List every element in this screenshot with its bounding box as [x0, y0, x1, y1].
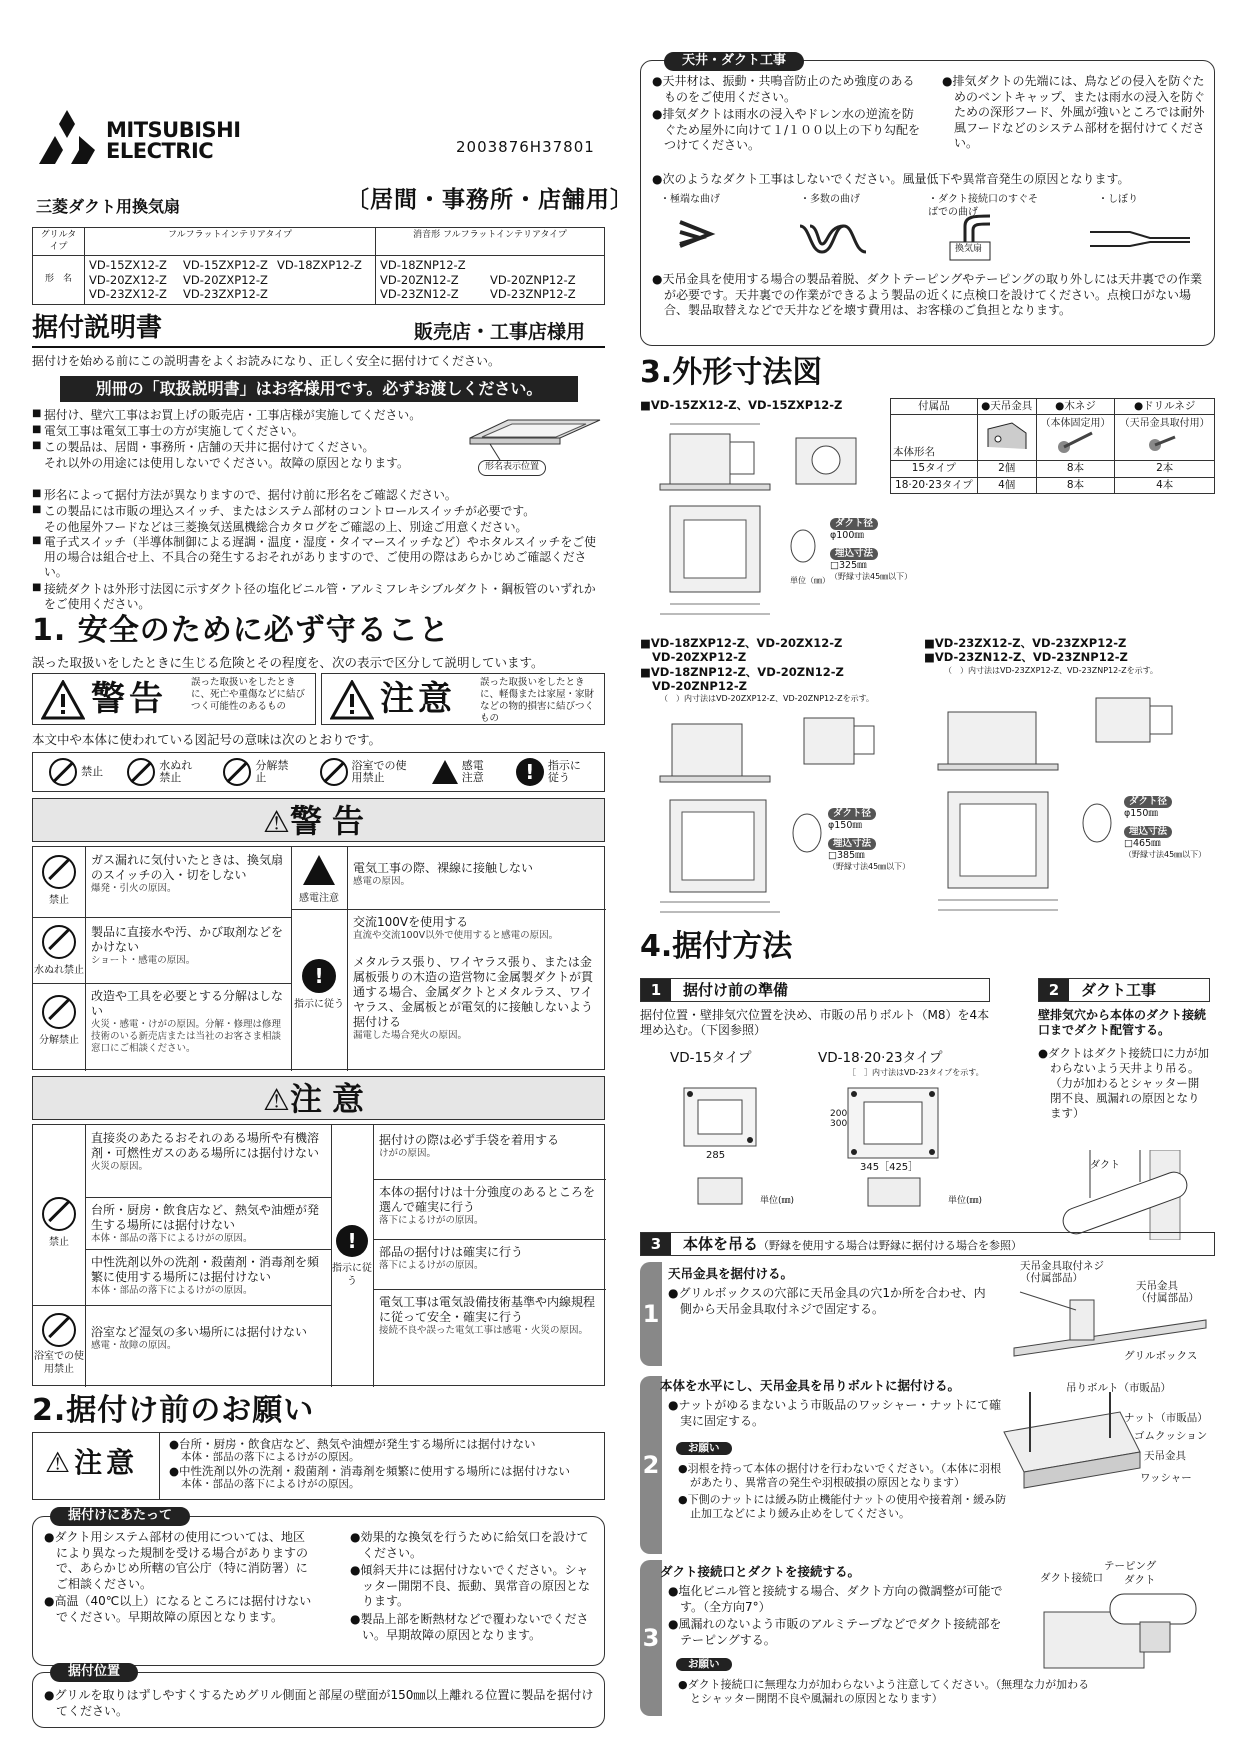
substep3-items: ●塩化ビニル管と接続する場合、ダクト方向の微調整が可能です。（全方向7°） ●風漏れのないよう市販のアルミテープなどでダクト接続部をテーピングする。 [668, 1584, 1003, 1647]
model-cell: VD-23ZX12-Z [89, 287, 167, 302]
model-label: 形 名 [33, 256, 85, 305]
symbol-shock [432, 760, 492, 784]
symbol-label: 指示に従う [547, 758, 581, 784]
step3-header: 3 本体を吊る（野縁を使用する場合は野縁に据付ける場合を参照） [640, 1232, 1215, 1256]
no-duct-work-line: ●次のようなダクト工事はしないでください。風量低下や異常音発生の原因となります。 [652, 172, 1130, 186]
bad-duct-examples [660, 194, 1200, 264]
example-label: ・極端な曲げ [660, 194, 720, 205]
installation-notes-pill: 据付けにあたって [50, 1507, 190, 1526]
warning-item: 交流100Vを使用する 直流や交流100V以外で使用すると感電の原因。 [353, 915, 559, 941]
substep2-pill: お願い [676, 1442, 732, 1455]
substep3-number: 3 [640, 1560, 662, 1716]
exclamation-icon: ! [302, 959, 336, 993]
acc-header: ●天吊金具 [977, 399, 1036, 415]
model-cell [277, 273, 371, 288]
substep1-label-grillbox: グリルボックス [1124, 1350, 1198, 1362]
section4-title: 4.据付方法 [640, 929, 793, 964]
shock-icon [303, 855, 335, 885]
access-panel-text: ●天吊金具を使用する場合の製品着脱、ダクトテーピングやテーピングの取り外しには天井裏での作業が必要です。天井裏での作業ができるよう製品の近くに点検口を設けてください。点検口がない場合、製品取替えなどで天井などを壊す費用は、お客様のご負担となります。 [652, 272, 1202, 318]
section1-title: 1. 安全のために必ず守ること [32, 613, 450, 648]
warning-bar-text: 警告 [289, 802, 374, 840]
warning-triangle-icon [41, 680, 85, 720]
substep2-text: ●ナットがゆるまないよう市販品のワッシャー・ナットにて確実に固定する。 [668, 1398, 1002, 1428]
type2-header: 消音形 フルフラットインテリアタイプ [376, 228, 605, 256]
label-nut: ナット（市販品） [1124, 1412, 1208, 1424]
note-item: ■ この製品には市販の埋込スイッチ、またはシステム部材のコントロールスイッチが必要です。 [32, 504, 605, 519]
step2-bullet: ●ダクトはダクト接続口に力が加わらないよう天井より吊る。（力が加わるとシャッター開閉不良、風漏れの原因となります） [1038, 1046, 1210, 1120]
caution-item: 部品の据付けは確実に行う 落下によるけがの原因。 [379, 1245, 524, 1271]
acc-cell: 4個 [977, 477, 1036, 493]
wood-screw-icon [1056, 431, 1096, 453]
divider [32, 346, 605, 348]
acc-cell: 15タイプ [891, 461, 978, 477]
installation-notes-right [350, 1530, 600, 1645]
duct-work-left [652, 74, 922, 156]
type18-label: VD-18·20·23タイプ [818, 1050, 943, 1066]
no-water-icon [127, 758, 155, 786]
icon-no-water: 水ぬれ禁止 [33, 925, 85, 978]
label-hanger: 天吊金具 [1144, 1450, 1186, 1462]
unit-18: 単位(㎜) [948, 1196, 983, 1206]
substep3-note: ●ダクト接続口に無理な力が加わらないよう注意してください。（無理な力が加わるとシャッター開閉不良や風漏れの原因となります） [678, 1678, 1090, 1706]
model-c-note: （ ）内寸法はVD-23ZXP12-Z、VD-23ZNP12-Zを示す。 [944, 666, 1158, 675]
brand-line1: MITSUBISHI [106, 118, 241, 142]
accessory-table [890, 398, 1215, 494]
symbol-prohibit [49, 758, 103, 786]
example-label: ・多数の曲げ [800, 194, 860, 205]
label-duct-port: ダクト接続口 [1040, 1572, 1103, 1584]
acc-header: ●木ネジ [1036, 399, 1115, 415]
step2-header: 2 ダクト工事 [1038, 978, 1210, 1002]
note-sub: それ以外の用途には使用しないでください。故障の原因となります。 [44, 456, 409, 471]
model-cell: VD-20ZX12-Z [89, 272, 167, 287]
label-position-tag: 形名表示位置 [478, 460, 546, 476]
product-name: 三菱ダクト用換気扇 [36, 197, 181, 216]
exclamation-icon: ! [336, 1225, 368, 1257]
prohibit-icon [42, 855, 76, 889]
symbol-label: 浴室での使用禁止 [351, 758, 407, 784]
symbol-legend [32, 752, 605, 792]
hole-size-b: 埋込寸法 □385㎜ （野縁寸法45㎜以下） [828, 838, 911, 872]
dim-345: 345［425］ [860, 1162, 919, 1173]
model-cell: VD-23ZNP12-Z [490, 287, 576, 302]
model-a-label: ■VD-15ZX12-Z、VD-15ZXP12-Z [640, 398, 843, 412]
note-item: ■ 形名によって据付方法が異なりますので、据付け前に形名をご確認ください。 [32, 488, 605, 503]
label-rubber: ゴムクッション [1134, 1430, 1208, 1442]
symbol-line: 本文中や本体に使われている図記号の意味は次のとおりです。 [32, 732, 382, 747]
bolt-layout-18 [840, 1082, 950, 1212]
substep1-number: 1 [640, 1262, 662, 1366]
duct-dia-c: ダクト径 φ150㎜ [1124, 796, 1172, 820]
note-item: ●傾斜天井には据付けないでください。シャッター開閉不良、振動、異常音の原因となります。 [350, 1563, 591, 1609]
note-item: ●効果的な換気を行うために給気口を設けてください。 [350, 1530, 589, 1560]
hole-detail-c [1080, 800, 1114, 846]
warning-item: 電気工事の際、裸線に接触しない 感電の原因。 [353, 861, 534, 887]
installation-notes-left [44, 1530, 314, 1628]
caution-item: 本体の据付けは十分強度のあるところを選んで確実に行う 落下によるけがの原因。 [379, 1185, 596, 1226]
caution-item: 電気工事は電気設備技術基準や内線規程に従って安全・確実に行う 接続不良や誤った電気工事は感電・火災の原因。 [379, 1295, 596, 1336]
caution-bar [32, 1076, 605, 1120]
exclamation-icon: ! [516, 758, 544, 786]
bolt-install-illustration [1000, 1392, 1150, 1512]
note-item: ●高温（40℃以上）になるところには据付けないでください。早期故障の原因となります。 [44, 1594, 312, 1624]
note-item: ●排気ダクトは雨水の浸入やドレン水の逆流を防ぐため屋外に向けて１/１００以上の下り勾配をつけてください。 [652, 107, 921, 153]
acc-cell: 2個 [977, 461, 1036, 477]
model-b-labels: ■VD-18ZXP12-Z、VD-20ZX12-Z VD-20ZXP12-Z ■VD-18ZNP12-Z、VD-20ZN12-Z VD-20ZNP12-Z [640, 636, 844, 694]
label-washer: ワッシャー [1140, 1472, 1192, 1484]
duct-label: ダクト [1090, 1160, 1120, 1171]
caution-item: 直接炎のあたるおそれのある場所や有機溶剤・可燃性ガスのある場所には据付けない 火災の原因。 [91, 1131, 320, 1172]
caution-triangle-icon: ⚠ [45, 1446, 75, 1479]
type1-models [85, 256, 376, 305]
notes-list [32, 408, 452, 471]
side-view-b [800, 712, 880, 772]
warning-word: 警告 [91, 679, 167, 719]
substep1-title: 天吊金具を据付ける。 [668, 1266, 794, 1281]
note-item: ■ 電気工事は電気工事士の方が実施してください。 [32, 424, 452, 439]
unit-a: 単位（㎜） [790, 576, 830, 585]
hanger-bracket-icon [982, 419, 1032, 453]
intro-text: 据付けを始める前にこの説明書をよくお読みになり、正しく安全に据付けてください。 [32, 354, 501, 368]
label-taping: テーピング [1104, 1560, 1157, 1572]
example-label: ・しぼり [1098, 194, 1138, 205]
notes-list-2 [32, 488, 605, 613]
model-c-labels: ■VD-23ZX12-Z、VD-23ZXP12-Z ■VD-23ZN12-Z、VD-23ZNP12-Z [924, 636, 1128, 665]
drill-screw-icon [1145, 431, 1185, 453]
no-bathroom-icon [320, 758, 348, 786]
duct-work-right [942, 74, 1208, 154]
substep2-notes: ●羽根を持って本体の据付けを行わないでください。（本体に羽根があたり、異常音の発生や羽根破損の原因となります） ●下側のナットには緩み防止機能付ナットの使用や接着剤・緩み防止加工などにより緩み止めをしてください。 [678, 1462, 1007, 1520]
step2-text: 壁排気穴から本体のダクト接続口までダクト配管する。 [1038, 1008, 1207, 1038]
model-cell: VD-20ZXP12-Z [183, 272, 268, 287]
no-water-icon [42, 925, 76, 959]
caution-grid [32, 1124, 605, 1386]
note-item: ●製品上部を断熱材などで覆わないでください。早期故障の原因となります。 [350, 1611, 589, 1642]
acc-cell: 8本 [1036, 461, 1115, 477]
model-cell: VD-18ZNP12-Z [380, 258, 466, 273]
warning-bar-icon: ⚠ [263, 805, 290, 840]
warning-item: 改造や工具を必要とする分解はしない 火災・感電・けがの原因。分解・修理は修理技術のいる新売店または当社のお客さま相談窓口にご相談ください。 [91, 989, 284, 1054]
side-view-a [790, 430, 870, 500]
fan-label: 換気扇 [955, 244, 983, 254]
mitsubishi-logo [34, 108, 244, 172]
section3-title: 3.外形寸法図 [640, 355, 823, 390]
manual-title: 据付説明書 [32, 313, 163, 343]
hole-size-a: 埋込寸法 □325㎜ （野縁寸法45㎜以下） [830, 548, 913, 582]
warning-item: メタルラス張り、ワイヤラス張り、または金属板張りの木造の造営物に金属製ダクトが貫通する場合、金属ダクトとメタルラス、ワイヤラス、金属板とが電気的に接触しないよう据付ける 漏電した場合発火の原因。 [353, 955, 594, 1041]
note-item: ■ 据付け、壁穴工事はお買上げの販売店・工事店様が実施してください。 [32, 408, 452, 423]
model-cell: VD-15ZX12-Z [89, 258, 167, 273]
no-bathroom-icon [42, 1313, 76, 1347]
ceiling-unit-illustration [460, 416, 605, 476]
warning-grid [32, 846, 605, 1070]
model-cell: VD-18ZXP12-Z [277, 258, 362, 273]
section2-caution-word: ⚠注意 [45, 1446, 139, 1479]
model-b-note: （ ）内寸法はVD-20ZXP12-Z、VD-20ZNP12-Zを示す。 [660, 694, 874, 703]
icon-prohibit: 禁止 [33, 1197, 85, 1250]
step1-header: 1 据付け前の準備 [640, 978, 990, 1002]
example-label: ・ダクト接続口のすぐそばでの曲げ [928, 194, 1038, 218]
icon-prohibit: 禁止 [33, 855, 85, 908]
model-table [32, 227, 605, 305]
step1-text: 据付位置・壁排気穴位置を決め、市販の吊りボルト（M8）を4本埋め込む。（下図参照） [640, 1008, 990, 1038]
no-disassembly-icon [223, 758, 251, 786]
duct-dia-a: ダクト径 φ100㎜ [830, 518, 878, 542]
model-cell [490, 258, 600, 273]
hole-size-c: 埋込寸法 □465㎜ （野縁寸法45㎜以下） [1124, 826, 1207, 860]
usage-label: 〔居間・事務所・店舗用〕 [346, 187, 634, 213]
caution-item: 中性洗剤以外の洗剤・殺菌剤・消毒剤を頻繁に使用する場所には据付けない 本体・部品の落下によるけがの原因。 [91, 1255, 320, 1296]
section2-caution-text: ●台所・厨房・飲食店など、熱気や油煙が発生する場所には据付けない 本体・部品の落下によるけがの原因。 ●中性洗剤以外の洗剤・殺菌剤・消毒剤を頻繁に使用する場所には据付けない 本体・部品の落下によるけがの原因。 [169, 1437, 571, 1490]
warning-sign [32, 673, 316, 725]
caution-word: 注意 [380, 679, 456, 719]
warning-bar [32, 798, 605, 842]
model-cell: VD-23ZXP12-Z [183, 287, 268, 302]
note-item: ■ 電子式スイッチ（半導体制御による遅調・温度・湿度・タイマースイッチなど）やホタルスイッチをご使用の場合は組合せ上、不具合の発生するおそれがありますので、ご使用の際はあらかじめご確認ください。 [32, 535, 605, 580]
type18-note: ［ ］内寸法はVD-23タイプを示す。 [848, 1068, 984, 1077]
duct-hanging-illustration [1050, 1150, 1210, 1240]
acc-hanger-img [977, 415, 1036, 461]
substep1-text: ●グリルボックスの穴部に天吊金具の穴1か所を合わせ、内側から天吊金具取付ネジで固定する。 [668, 1286, 986, 1316]
note-item: ●天井材は、振動・共鳴音防止のため強度のあるものをご使用ください。 [652, 74, 915, 104]
acc-cell: 18·20·23タイプ [891, 477, 978, 493]
symbol-label: 禁止 [81, 764, 104, 778]
symbol-no-disassembly [223, 758, 295, 786]
acc-cell: 8本 [1036, 477, 1115, 493]
caution-item: 台所・厨房・飲食店など、熱気や油煙が発生する場所には据付けない 本体・部品の落下によるけがの原因。 [91, 1203, 320, 1244]
bolt-layout-15 [676, 1082, 766, 1212]
caution-bar-text: 注意 [289, 1080, 374, 1118]
prohibit-icon [49, 758, 77, 786]
substep1-label-screw: 天吊金具取付ネジ （付属部品） [1020, 1260, 1104, 1285]
substep3-title: ダクト接続口とダクトを接続する。 [660, 1564, 861, 1579]
warning-item: 製品に直接水や汚、かび取剤などをかけない ショート・感電の原因。 [91, 925, 284, 966]
caution-desc: 誤った取扱いをしたときに、軽傷または家屋・家財などの物的損害に結びつくもの [480, 677, 595, 724]
icon-no-disassembly: 分解禁止 [33, 995, 85, 1048]
caution-bar-icon: ⚠ [263, 1083, 290, 1118]
note-item: ■ この製品は、居間・事務所・店舗の天井に据付けてください。 [32, 440, 452, 455]
symbol-no-bathroom [320, 758, 408, 786]
note-item: ●排気ダクトの先端には、鳥などの侵入を防ぐためのベントキャップ、または雨水の浸入を防ぐための深形フード、外風が強いところでは耐外風フードなどのシステム部材を据付けてください。 [942, 74, 1206, 151]
acc-drill-screw: （天吊金具取付用） [1115, 415, 1215, 461]
warning-desc: 誤った取扱いをしたときに、死亡や重傷などに結びつく可能性のあるもの [191, 677, 306, 712]
dimension-drawing-c [930, 680, 1070, 920]
section2-title: 2.据付け前のお願い [32, 1393, 315, 1428]
acc-header: ●ドリルネジ [1115, 399, 1215, 415]
substep2-title: 本体を水平にし、天吊金具を吊りボルトに据付ける。 [660, 1378, 961, 1393]
model-cell: VD-20ZNP12-Z [490, 272, 576, 287]
type2-models [376, 256, 605, 305]
hazard-signs-row [32, 673, 605, 725]
symbol-label: 分解禁止 [255, 758, 289, 784]
side-view-c [1090, 690, 1180, 750]
acc-cell: 2本 [1115, 461, 1215, 477]
caution-triangle-icon [330, 680, 374, 720]
grille-label: グリルタイプ [33, 228, 85, 256]
duct-work-pill: 天井・ダクト工事 [664, 52, 804, 71]
three-diamonds-icon [34, 108, 100, 166]
symbol-no-water [127, 758, 199, 786]
prohibit-icon [42, 1197, 76, 1231]
note-item: ●ダクト用システム部材の使用については、地区により異なった規制を受ける場合がありますので、あらかじめ所轄の官公庁（特に消防署）にご相談ください。 [44, 1530, 309, 1591]
substep1-label-hanger: 天吊金具 （付属部品） [1136, 1280, 1199, 1305]
user-manual-banner: 別冊の「取扱説明書」はお客様用です。必ずお渡しください。 [60, 376, 578, 402]
model-cell: VD-23ZN12-Z [380, 287, 459, 302]
dim-285: 285 [706, 1150, 726, 1161]
shock-icon [432, 760, 458, 784]
icon-follow: ! 指示に従う [291, 959, 347, 1012]
acc-header: 付属品 [891, 399, 978, 415]
hole-detail-b [790, 810, 824, 856]
warning-item: ガス漏れに気付いたときは、換気扇のスイッチの入・切をしない 爆発・引火の原因。 [91, 853, 284, 894]
position-pill: 据付位置 [50, 1663, 138, 1682]
acc-wood-screw: （本体固定用） [1036, 415, 1115, 461]
icon-follow: ! 指示に従う [331, 1225, 373, 1289]
duct-connect-illustration [1040, 1582, 1200, 1674]
icon-no-bathroom: 浴室での使用禁止 [33, 1313, 85, 1377]
no-disassembly-icon [42, 995, 76, 1029]
label-duct: ダクト [1124, 1574, 1156, 1586]
bad-bends-illustration [660, 212, 1200, 264]
substep3-pill: お願い [676, 1658, 732, 1671]
acc-cell: 4本 [1115, 477, 1215, 493]
caution-sign [321, 673, 605, 725]
symbol-label: 感電注意 [461, 758, 484, 784]
duct-dia-b: ダクト径 φ150㎜ [828, 808, 876, 832]
type15-label: VD-15タイプ [670, 1050, 752, 1066]
type1-header: フルフラットインテリアタイプ [85, 228, 376, 256]
note-sub: その他屋外フードなどは三菱換気送風機総合カタログをご確認の上、別途ご用意ください。 [44, 520, 528, 535]
caution-item: 据付けの際は必ず手袋を着用する けがの原因。 [379, 1133, 560, 1159]
brand-line2: ELECTRIC [106, 139, 214, 163]
symbol-label: 水ぬれ禁止 [159, 758, 193, 784]
unit-15: 単位(㎜) [760, 1196, 795, 1206]
note-item: ■ 接続ダクトは外形寸法図に示すダクト径の塩化ビニル管・アルミフレキシブルダクト・鋼板管のいずれかをご使用ください。 [32, 582, 605, 612]
model-cell: VD-15ZXP12-Z [183, 258, 268, 273]
symbol-follow [516, 758, 588, 786]
icon-shock: 感電注意 [291, 855, 347, 906]
doc-number: 2003876H37801 [456, 138, 595, 156]
position-text: ●グリルを取りはずしやすくするためグリル側面と部屋の壁面が150㎜以上離れる位置に製品を据付けてください。 [44, 1688, 594, 1718]
model-cell: VD-20ZN12-Z [380, 272, 459, 287]
dim-200-300: 200 300 [830, 1109, 848, 1129]
manual-audience: 販売店・工事店様用 [414, 321, 586, 343]
hole-detail-a [788, 526, 818, 566]
acc-sub: 本体形名 [891, 415, 978, 461]
label-bolt: 吊りボルト（市販品） [1066, 1382, 1171, 1394]
section1-desc: 誤った取扱いをしたときに生じる危険とその程度を、次の表示で区分して説明しています。 [32, 655, 544, 670]
substep2-number: 2 [640, 1376, 662, 1554]
caution-item: 浴室など湿気の多い場所には据付けない 感電・故障の原因。 [91, 1325, 308, 1351]
section2-caution-box [32, 1432, 605, 1500]
